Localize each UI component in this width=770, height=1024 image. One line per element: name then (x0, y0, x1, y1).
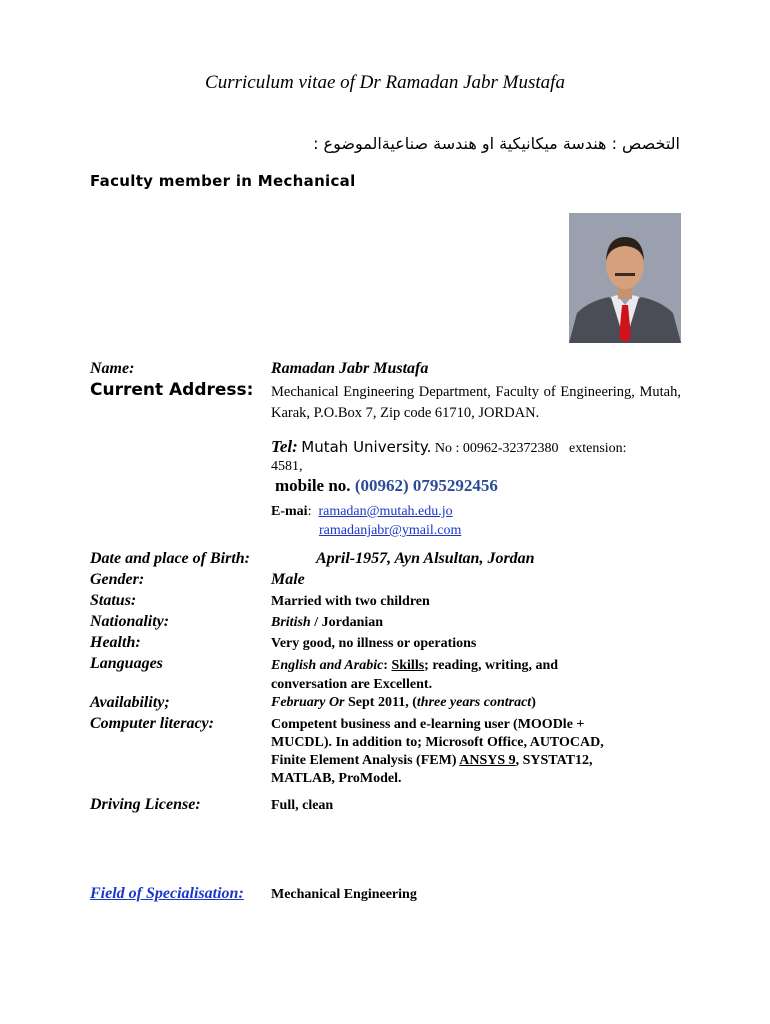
driving-license-value: Full, clean (271, 798, 334, 813)
tel-extension-label: extension: (569, 441, 627, 456)
mobile-label: mobile no. (275, 476, 351, 495)
mobile-number: (00962) 0795292456 (354, 476, 498, 495)
specialization-arabic: التخصص : هندسة ميكانيكية او هندسة صناعيةالموضوع : (313, 134, 680, 153)
ansys-version: ANSYS 9 (459, 753, 516, 768)
tel-place: Mutah University. (301, 438, 432, 456)
email-link-secondary[interactable]: ramadanjabr@ymail.com (319, 523, 462, 538)
status-label: Status: (90, 592, 137, 609)
page-title: Curriculum vitae of Dr Ramadan Jabr Mustafa (205, 72, 565, 93)
availability-label: Availability; (90, 694, 170, 711)
health-value: Very good, no illness or operations (271, 636, 477, 651)
gender-label: Gender: (90, 571, 145, 588)
nationality-jordanian: / Jordanian (310, 615, 384, 630)
portrait-photo (569, 213, 681, 343)
languages-label: Languages (90, 655, 163, 672)
health-label: Health: (90, 634, 141, 651)
computer-literacy-label: Computer literacy: (90, 715, 214, 732)
driving-license-label: Driving License: (90, 796, 201, 813)
email-label: E-mai (271, 504, 308, 519)
gender-value: Male (271, 571, 305, 588)
field-of-specialisation-value: Mechanical Engineering (271, 887, 417, 902)
tel-label: Tel: (271, 437, 298, 456)
contract-duration: three years contract (416, 695, 532, 710)
mobile-block (275, 476, 498, 496)
languages-level: conversation are Excellent. (271, 677, 433, 692)
birth-label: Date and place of Birth: (90, 550, 250, 567)
telephone-block (271, 438, 681, 476)
portrait-photo-image (569, 213, 681, 343)
birth-value: April-1957, Ayn Alsultan, Jordan (316, 550, 535, 567)
faculty-line: Faculty member in Mechanical (90, 172, 356, 190)
status-value: Married with two children (271, 594, 430, 609)
name-label: Name: (90, 360, 135, 377)
name-value: Ramadan Jabr Mustafa (271, 360, 429, 377)
address-value: Mechanical Engineering Department, Faculty of Engineering, Mutah, Karak, P.O.Box 7, Zip code 61710, JORDAN. (271, 384, 681, 421)
tel-number: No : 00962-32372380 (434, 441, 559, 456)
address-label: Current Address: (90, 380, 254, 400)
languages-list: English and Arabic (271, 658, 384, 673)
nationality-label: Nationality: (90, 613, 170, 630)
email-link-primary[interactable]: ramadan@mutah.edu.jo (318, 504, 453, 519)
nationality-value (271, 615, 383, 631)
languages-value: English and Arabic: Skills; reading, writing, and conversation are Excellent. (271, 658, 559, 692)
nationality-british: British (271, 615, 311, 630)
computer-literacy-value: Competent business and e-learning user (MOODle + MUCDL). In addition to; Microsoft Office, AUTOCAD, Finite Element Analysis (FEM) ANSYS 9, SYSTAT12, MATLAB, ProModel. (271, 717, 604, 786)
availability-value: February Or Sept 2011, (three years contract) (271, 695, 536, 710)
skills-label: Skills (391, 658, 425, 673)
tel-extension-number: 4581, (271, 459, 303, 474)
field-of-specialisation-link[interactable]: Field of Specialisation: (90, 885, 244, 902)
email-label-block: E-mai: ramadan@mutah.edu.jo (271, 504, 453, 519)
